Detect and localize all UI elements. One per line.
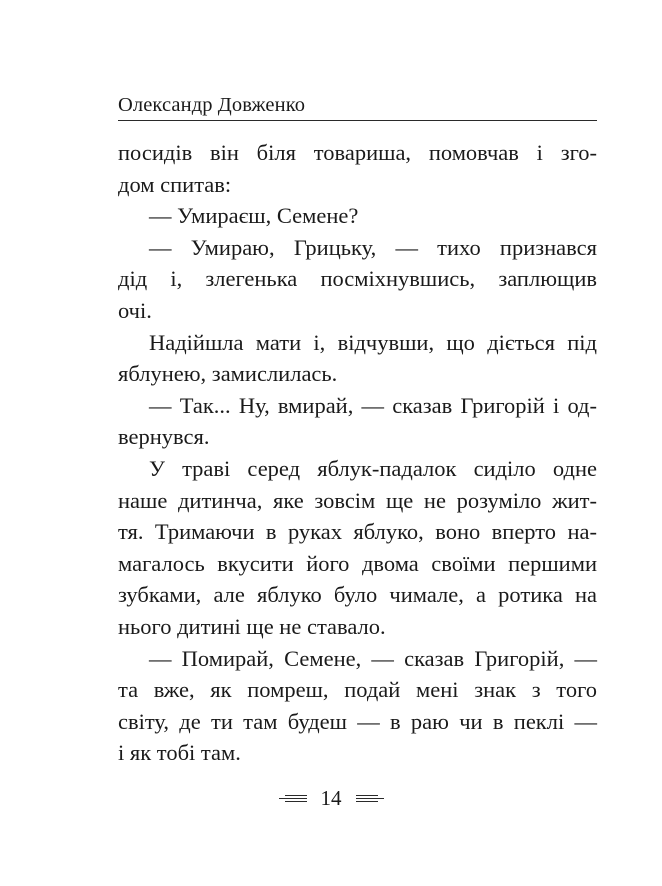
text-line: та вже, як помреш, подай мені знак з того <box>118 677 597 703</box>
text-line: У траві серед яблук-падалок сиділо одне <box>149 455 597 481</box>
page-footer <box>0 786 662 811</box>
text-line: яблунею, замислилась. <box>118 361 338 387</box>
folio-ornament-right <box>356 795 386 802</box>
running-head-author: Олександр Довженко <box>118 94 306 116</box>
folio-ornament-left <box>277 795 307 802</box>
body-text <box>118 137 597 769</box>
text-line: — Так... Ну, вмирай, — сказав Григорій і од- <box>149 392 597 418</box>
text-line: посидів він біля товариша, помовчав і зго- <box>118 140 597 165</box>
text-line: Надійшла мати і, відчувши, що діється під <box>149 329 597 355</box>
page-number: 14 <box>320 786 342 810</box>
text-line: нього дитині ще не ставало. <box>118 613 386 639</box>
text-line: і як тобі там. <box>118 740 241 766</box>
text-line: світу, де ти там будеш — в раю чи в пеклі — <box>118 708 597 734</box>
text-line: наше дитинча, яке зовсім ще не розуміло жит- <box>118 487 597 513</box>
text-line: дід і, злегенька посміхнувшись, заплющив <box>118 266 597 292</box>
text-line: зубками, але яблуко було чимале, а ротика на <box>118 582 597 608</box>
text-line: тя. Тримаючи в руках яблуко, воно вперто на- <box>118 519 597 545</box>
text-line: — Умираєш, Семене? <box>149 203 359 229</box>
text-line: дом спитав: <box>118 171 232 197</box>
text-line: магалось вкусити його двома своїми першими <box>118 550 597 576</box>
text-line: очі. <box>118 297 152 323</box>
text-line: вернувся. <box>118 424 210 450</box>
text-line: — Умираю, Грицьку, — тихо признався <box>149 234 597 260</box>
text-line: — Помирай, Семене, — сказав Григорій, — <box>149 645 597 671</box>
header-rule <box>118 120 597 121</box>
